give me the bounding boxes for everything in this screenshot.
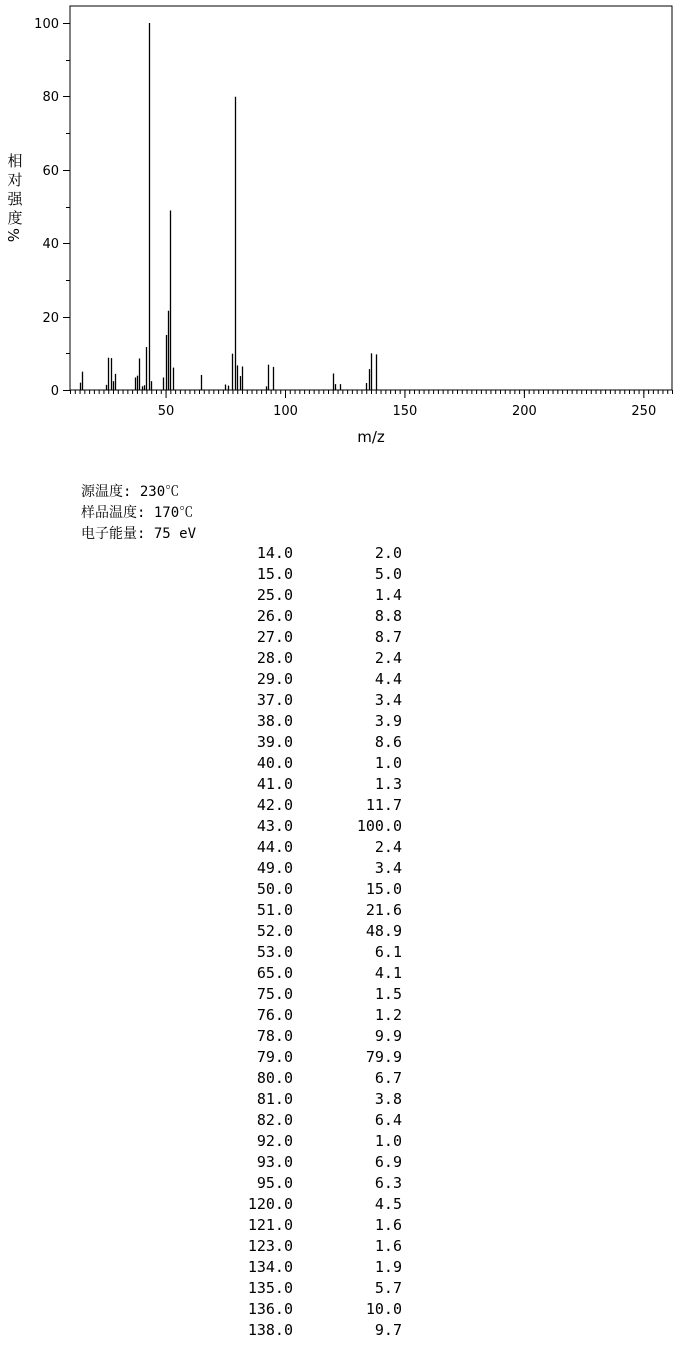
y-axis-label-char: 度 [7, 209, 23, 227]
peak-intensity: 6.7 [374, 1069, 402, 1087]
peak-intensity: 8.6 [374, 733, 402, 751]
table-row [0, 921, 680, 942]
electron-energy: 电子能量: 75 eV [81, 526, 197, 542]
table-row [0, 879, 680, 900]
peak-mz: 52.0 [256, 922, 293, 940]
peak-mz: 78.0 [256, 1027, 293, 1045]
table-row [0, 606, 680, 627]
table-row [0, 1257, 680, 1278]
peak-mz: 136.0 [247, 1300, 293, 1318]
table-row [0, 774, 680, 795]
peak-mz: 121.0 [247, 1216, 293, 1234]
peak-bars [81, 23, 377, 390]
peak-mz: 80.0 [256, 1069, 293, 1087]
peak-mz: 42.0 [256, 796, 293, 814]
peak-intensity: 10.0 [365, 1300, 402, 1318]
peak-mz: 123.0 [247, 1237, 293, 1255]
peak-table [0, 543, 680, 1341]
peak-intensity: 4.4 [374, 670, 402, 688]
peak-mz: 92.0 [256, 1132, 293, 1150]
table-row [0, 648, 680, 669]
peak-mz: 38.0 [256, 712, 293, 730]
peak-intensity: 2.4 [374, 838, 402, 856]
table-row [0, 732, 680, 753]
peak-intensity: 6.9 [374, 1153, 402, 1171]
table-row [0, 1215, 680, 1236]
peak-intensity: 3.4 [374, 691, 402, 709]
peak-intensity: 3.4 [374, 859, 402, 877]
peak-intensity: 4.5 [374, 1195, 402, 1213]
peak-intensity: 11.7 [365, 796, 402, 814]
y-axis-label-char: 强 [7, 190, 23, 208]
peak-intensity: 1.5 [374, 985, 402, 1003]
peak-intensity: 2.0 [374, 544, 402, 562]
table-row [0, 1173, 680, 1194]
y-tick-label: 40 [42, 237, 59, 252]
x-minor-ticks [71, 390, 673, 394]
peak-mz: 82.0 [256, 1111, 293, 1129]
peak-mz: 53.0 [256, 943, 293, 961]
y-axis-label-char: % [4, 228, 22, 243]
y-axis-label-char: 对 [7, 171, 23, 189]
table-row [0, 585, 680, 606]
y-axis [34, 17, 70, 399]
peak-mz: 15.0 [256, 565, 293, 583]
peak-intensity: 48.9 [365, 922, 402, 940]
peak-mz: 40.0 [256, 754, 293, 772]
table-row [0, 1110, 680, 1131]
table-row [0, 627, 680, 648]
x-tick-label: 100 [273, 404, 298, 419]
y-tick-label: 0 [50, 384, 59, 399]
x-tick-label: 250 [631, 404, 657, 419]
peak-mz: 81.0 [256, 1090, 293, 1108]
source-temperature: 源温度: 230℃ [81, 484, 180, 500]
peak-intensity: 1.4 [374, 586, 402, 604]
peak-intensity: 9.7 [374, 1321, 402, 1339]
peak-intensity: 1.9 [374, 1258, 402, 1276]
peak-mz: 65.0 [256, 964, 293, 982]
peak-mz: 37.0 [256, 691, 293, 709]
x-tick-label: 150 [392, 404, 418, 419]
peak-intensity: 1.6 [374, 1237, 402, 1255]
peak-intensity: 1.3 [374, 775, 402, 793]
x-axis [158, 390, 656, 419]
table-row [0, 1068, 680, 1089]
peak-intensity: 6.4 [374, 1111, 402, 1129]
peak-mz: 135.0 [247, 1279, 293, 1297]
peak-mz: 76.0 [256, 1006, 293, 1024]
y-tick-label: 60 [42, 164, 59, 179]
peak-intensity: 6.3 [374, 1174, 402, 1192]
peak-mz: 49.0 [256, 859, 293, 877]
table-row [0, 669, 680, 690]
peak-mz: 29.0 [256, 670, 293, 688]
peak-intensity: 2.4 [374, 649, 402, 667]
x-tick-label: 50 [157, 404, 175, 419]
peak-mz: 95.0 [256, 1174, 293, 1192]
table-row [0, 795, 680, 816]
peak-intensity: 5.0 [374, 565, 402, 583]
peak-mz: 26.0 [256, 607, 293, 625]
table-row [0, 1278, 680, 1299]
peak-intensity: 79.9 [365, 1048, 402, 1066]
peak-mz: 14.0 [256, 544, 293, 562]
peak-intensity: 8.8 [374, 607, 402, 625]
peak-intensity: 100.0 [356, 817, 402, 835]
y-tick-label: 100 [34, 17, 59, 32]
table-row [0, 564, 680, 585]
peak-mz: 44.0 [256, 838, 293, 856]
mass-spectrum-chart [0, 0, 680, 460]
peak-intensity: 3.8 [374, 1090, 402, 1108]
peak-intensity: 1.0 [374, 754, 402, 772]
table-row [0, 1152, 680, 1173]
y-axis-label-char: 相 [7, 152, 23, 170]
peak-intensity: 21.6 [365, 901, 402, 919]
peak-intensity: 5.7 [374, 1279, 402, 1297]
table-row [0, 963, 680, 984]
table-row [0, 690, 680, 711]
peak-mz: 138.0 [247, 1321, 293, 1339]
y-tick-label: 20 [42, 311, 59, 326]
peak-mz: 79.0 [256, 1048, 293, 1066]
table-row [0, 984, 680, 1005]
table-row [0, 1320, 680, 1341]
peak-mz: 27.0 [256, 628, 293, 646]
table-row [0, 1131, 680, 1152]
table-row [0, 711, 680, 732]
y-axis-label [4, 152, 23, 242]
table-row [0, 1005, 680, 1026]
table-row [0, 1089, 680, 1110]
table-row [0, 1026, 680, 1047]
table-row [0, 1047, 680, 1068]
peak-intensity: 1.0 [374, 1132, 402, 1150]
peak-mz: 43.0 [256, 817, 293, 835]
table-row [0, 858, 680, 879]
peak-mz: 75.0 [256, 985, 293, 1003]
peak-intensity: 6.1 [374, 943, 402, 961]
table-row [0, 1236, 680, 1257]
peak-mz: 28.0 [256, 649, 293, 667]
peak-intensity: 1.6 [374, 1216, 402, 1234]
peak-mz: 39.0 [256, 733, 293, 751]
x-tick-label: 200 [511, 404, 537, 419]
peak-intensity: 9.9 [374, 1027, 402, 1045]
peak-mz: 120.0 [247, 1195, 293, 1213]
table-row [0, 753, 680, 774]
x-axis-label: m/z [357, 428, 385, 446]
sample-temperature: 样品温度: 170℃ [81, 505, 194, 521]
peak-mz: 134.0 [247, 1258, 293, 1276]
peak-intensity: 8.7 [374, 628, 402, 646]
peak-mz: 41.0 [256, 775, 293, 793]
table-row [0, 816, 680, 837]
peak-mz: 93.0 [256, 1153, 293, 1171]
peak-intensity: 3.9 [374, 712, 402, 730]
table-row [0, 543, 680, 564]
peak-mz: 25.0 [256, 586, 293, 604]
peak-intensity: 1.2 [374, 1006, 402, 1024]
table-row [0, 942, 680, 963]
instrument-conditions [81, 482, 196, 545]
peak-intensity: 15.0 [365, 880, 402, 898]
table-row [0, 1299, 680, 1320]
table-row [0, 837, 680, 858]
plot-frame [70, 6, 672, 390]
peak-mz: 51.0 [256, 901, 293, 919]
y-tick-label: 80 [42, 90, 59, 105]
table-row [0, 1194, 680, 1215]
table-row [0, 900, 680, 921]
peak-mz: 50.0 [256, 880, 293, 898]
peak-intensity: 4.1 [374, 964, 402, 982]
